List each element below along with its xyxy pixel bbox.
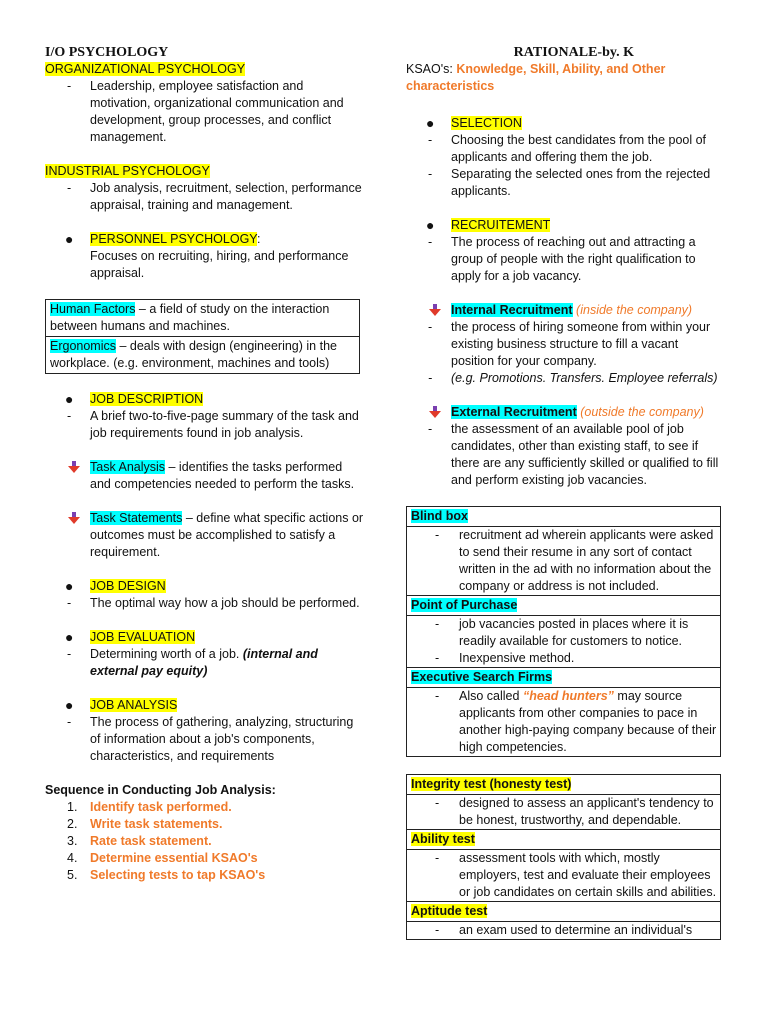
red-down-arrow-icon <box>428 405 442 419</box>
recruitement-heading: RECRUITEMENT <box>451 218 551 232</box>
org-psych-list <box>45 78 365 146</box>
red-down-arrow-icon <box>67 511 81 525</box>
list-item: - the assessment of an available pool of job candidates, other than existing staff, to see if there are any sufficiently skilled or qualified to fill and perform existing job vacancies. <box>406 421 724 489</box>
page-title: I/O PSYCHOLOGY <box>45 45 169 60</box>
right-column <box>406 44 724 940</box>
job-description-heading: JOB DESCRIPTION <box>90 392 204 406</box>
list-item: - Separating the selected ones from the rejected applicants. <box>406 166 724 200</box>
sequence-step: 1. Identify task performed. <box>67 800 232 814</box>
red-down-arrow-icon <box>428 303 442 317</box>
sequence-list <box>45 799 365 884</box>
internal-recruitment-section: Internal Recruitment (inside the company) <box>406 302 724 319</box>
job-design-heading: JOB DESIGN <box>90 579 166 593</box>
list-item: - the process of hiring someone from within your existing business structure to fill a vacant position for your company. <box>406 319 724 370</box>
ind-psych-list <box>45 180 365 214</box>
aptitude-test-heading: Aptitude test <box>411 904 488 918</box>
list-item: - The process of reaching out and attracting a group of people with the right qualification to apply for a job vacancy. <box>406 234 724 285</box>
solid-bullet-icon: ● <box>65 231 74 247</box>
job-design-section <box>45 578 365 595</box>
solid-bullet-icon: ● <box>65 697 74 713</box>
task-statements-term: Task Statements <box>90 511 183 525</box>
list-item: - (e.g. Promotions. Transfers. Employee referrals) <box>406 370 724 387</box>
recruitement-section <box>406 217 724 234</box>
list-item: - Choosing the best candidates from the pool of applicants and offering them the job. <box>406 132 724 166</box>
human-factors-row: Human Factors – a field of study on the interaction between humans and machines. <box>50 302 330 333</box>
personnel-psych-heading: PERSONNEL PSYCHOLOGY <box>90 232 257 246</box>
exec-search-heading: Executive Search Firms <box>411 670 553 684</box>
sequence-step: 4. Determine essential KSAO's <box>67 851 258 865</box>
list-item: - designed to assess an applicant's tendency to be honest, trustworthy, and dependable. <box>407 795 720 829</box>
personnel-psych-text: Focuses on recruiting, hiring, and performance appraisal. <box>90 249 349 280</box>
org-psych-heading: ORGANIZATIONAL PSYCHOLOGY <box>45 62 246 76</box>
selection-heading: SELECTION <box>451 116 522 130</box>
sequence-step: 2. Write task statements. <box>67 817 223 831</box>
ksao-definition: KSAO's: Knowledge, Skill, Ability, and Other characteristics <box>406 62 666 93</box>
solid-bullet-icon: ● <box>65 629 74 645</box>
list-item: - job vacancies posted in places where it is readily available for customers to notice. <box>407 616 720 650</box>
red-down-arrow-icon <box>67 460 81 474</box>
external-recruitment-section: External Recruitment (outside the company) <box>406 404 724 421</box>
solid-bullet-icon: ● <box>65 391 74 407</box>
list-item: - recruitment ad wherein applicants were asked to send their resume in any sort of contact written in the ad with no information about the company or address is not included. <box>407 527 720 595</box>
rationale-title: RATIONALE-by. K <box>513 45 634 60</box>
tests-table <box>406 774 721 940</box>
recruitment-methods-table <box>406 506 721 757</box>
solid-bullet-icon: ● <box>426 217 435 233</box>
ergonomics-row: Ergonomics – deals with design (engineering) in the workplace. (e.g. environment, machines and tools) <box>46 336 359 373</box>
job-analysis-heading: JOB ANALYSIS <box>90 698 178 712</box>
list-item: - Job analysis, recruitment, selection, performance appraisal, training and management. <box>45 180 365 214</box>
point-of-purchase-heading: Point of Purchase <box>411 598 518 612</box>
ind-psych-heading: INDUSTRIAL PSYCHOLOGY <box>45 164 210 178</box>
task-analysis-section: Task Analysis – identifies the tasks performed and competencies needed to perform the tasks. <box>45 459 365 493</box>
selection-section <box>406 115 724 132</box>
human-factors-term: Human Factors <box>50 302 136 316</box>
list-item: - Inexpensive method. <box>407 650 720 667</box>
list-item: - an exam used to determine an individual's <box>407 922 720 939</box>
sequence-step: 3. Rate task statement. <box>67 834 212 848</box>
integrity-test-heading: Integrity test (honesty test) <box>411 777 572 791</box>
personnel-psych-section: ● PERSONNEL PSYCHOLOGY: <box>65 231 261 247</box>
list-item: - Also called “head hunters” may source applicants from other companies to pace in another high-paying company because of their high competencies. <box>407 688 720 756</box>
sequence-step: 5. Selecting tests to tap KSAO's <box>67 868 266 882</box>
definitions-box <box>45 299 360 374</box>
blind-box-heading: Blind box <box>411 509 468 523</box>
list-item: - The optimal way how a job should be performed. <box>45 595 365 612</box>
job-analysis-section <box>45 697 365 714</box>
solid-bullet-icon: ● <box>65 578 74 594</box>
internal-recruitment-term: Internal Recruitment <box>451 303 573 317</box>
job-evaluation-heading: JOB EVALUATION <box>90 630 196 644</box>
list-item: - The process of gathering, analyzing, structuring of information about a job's components, characteristics, and requirements <box>45 714 365 765</box>
sequence-heading: Sequence in Conducting Job Analysis: <box>45 783 276 797</box>
ergonomics-term: Ergonomics <box>50 339 116 353</box>
job-description-section <box>45 391 365 408</box>
list-item: - Leadership, employee satisfaction and motivation, organizational communication and development, group processes, and conflict management. <box>45 78 365 146</box>
solid-bullet-icon: ● <box>426 115 435 131</box>
left-column <box>45 44 365 884</box>
list-item: - assessment tools with which, mostly employers, test and evaluate their employees or job candidates on certain skills and abilities. <box>407 850 720 901</box>
task-analysis-term: Task Analysis <box>90 460 166 474</box>
ability-test-heading: Ability test <box>411 832 475 846</box>
external-recruitment-term: External Recruitment <box>451 405 577 419</box>
task-statements-section: Task Statements – define what specific actions or outcomes must be accomplished to satisfy a requirement. <box>45 510 365 561</box>
job-evaluation-section <box>45 629 365 646</box>
list-item: - A brief two-to-five-page summary of the task and job requirements found in job analysis. <box>45 408 365 442</box>
list-item: - Determining worth of a job. (internal and external pay equity) <box>45 646 365 680</box>
